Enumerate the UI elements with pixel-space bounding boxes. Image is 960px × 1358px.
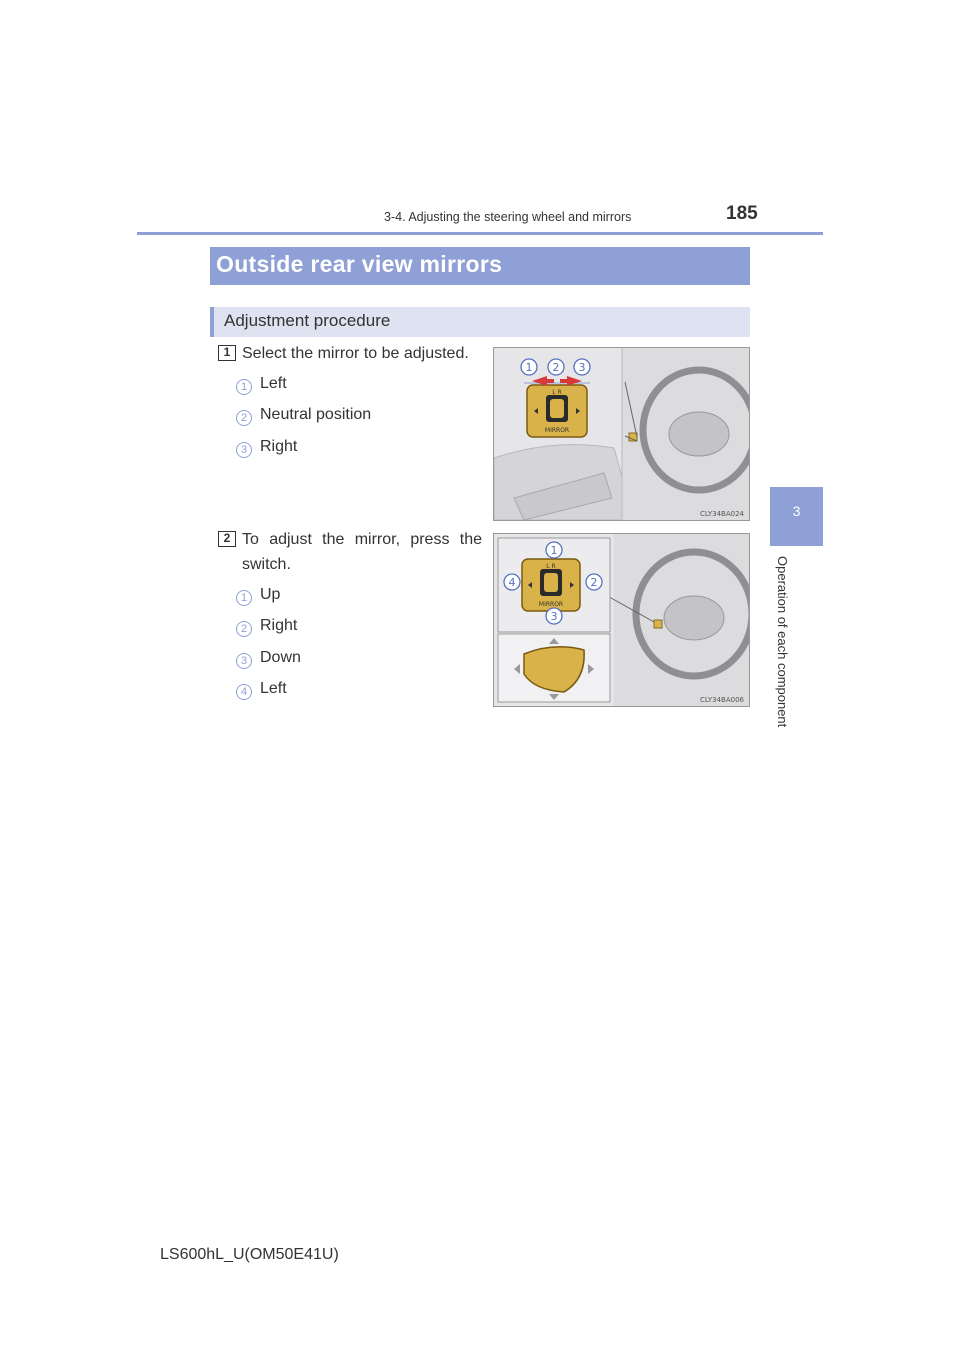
mirror-adjust-drawing [494, 534, 749, 706]
page-title: Outside rear view mirrors [216, 251, 503, 277]
header-rule [137, 232, 823, 235]
callout-up: 1 [550, 544, 558, 557]
chapter-tab-label: Operation of each component [775, 556, 790, 728]
switch-lr-label: L R [546, 563, 556, 570]
callout-1: 1 [525, 361, 533, 374]
section-header: 3-4. Adjusting the steering wheel and mirrors [384, 210, 632, 224]
callout-down: 3 [550, 610, 558, 623]
item-label-neutral: Neutral position [260, 406, 372, 423]
item-marker: 3 [236, 442, 252, 458]
mirror-select-drawing [494, 348, 749, 520]
item-label-right: Right [260, 438, 298, 455]
item-marker: 3 [236, 653, 252, 669]
item-marker: 1 [236, 590, 252, 606]
page-number: 185 [726, 203, 758, 224]
mirror-adjust-illustration [493, 533, 750, 707]
item-label-down: Down [260, 649, 301, 666]
callout-3: 3 [578, 361, 586, 374]
step-number-1: 1 [218, 345, 236, 361]
switch-label: MIRROR [538, 601, 564, 608]
item-marker: 1 [236, 379, 252, 395]
item-marker: 2 [236, 621, 252, 637]
callout-left: 4 [508, 576, 516, 589]
section-subtitle: Adjustment procedure [224, 311, 391, 330]
step-1-text: Select the mirror to be adjusted. [242, 345, 469, 362]
mirror-select-illustration [493, 347, 750, 521]
switch-label: MIRROR [544, 427, 570, 434]
step-2-text: To adjust the mirror, press the switch. [242, 531, 482, 573]
figure-code: CLY34BA024 [700, 510, 744, 518]
figure-code: CLY34BA006 [700, 696, 744, 704]
chapter-tab-number: 3 [792, 503, 801, 519]
item-marker: 4 [236, 684, 252, 700]
item-marker: 2 [236, 410, 252, 426]
item-label-left: Left [260, 375, 287, 392]
callout-right: 2 [590, 576, 598, 589]
step-number-2: 2 [218, 531, 236, 547]
item-label-left: Left [260, 680, 287, 697]
switch-lr-label: L R [552, 389, 562, 396]
document-code: LS600hL_U(OM50E41U) [160, 1246, 339, 1263]
item-label-up: Up [260, 586, 281, 603]
callout-2: 2 [552, 361, 560, 374]
item-label-right: Right [260, 617, 298, 634]
